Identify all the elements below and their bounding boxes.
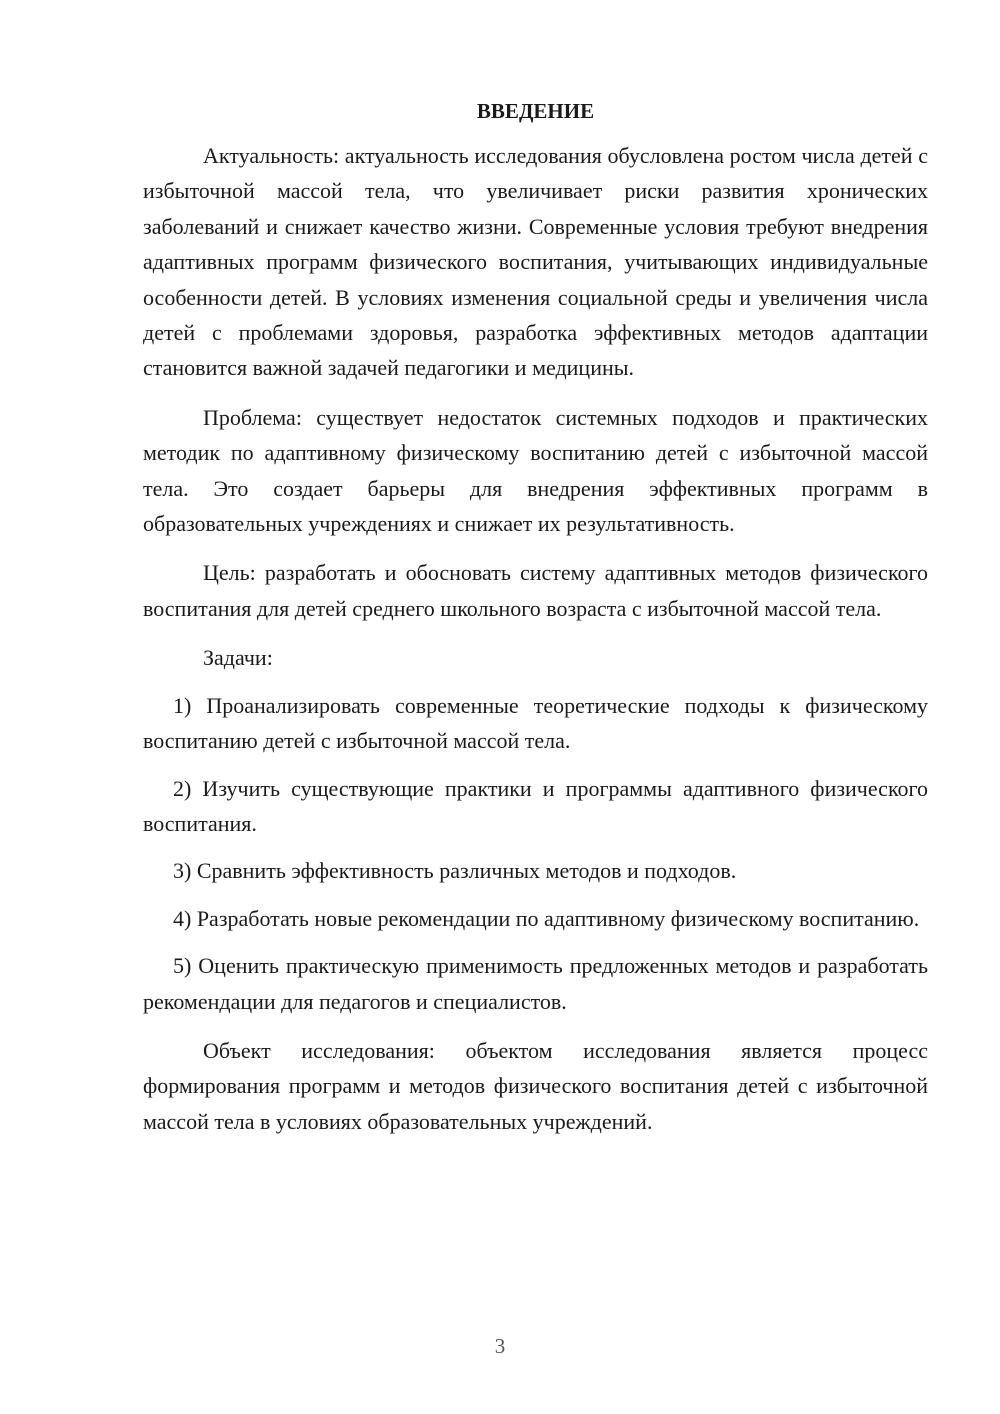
goal-paragraph: Цель: разработать и обосновать систему адаптивных методов физического воспитания для детей среднего школьного возраста с избыточной массой тела. bbox=[143, 560, 928, 621]
page-number: 3 bbox=[494, 1334, 506, 1358]
task-item: 3) Сравнить эффективность различных методов и подходов. bbox=[173, 858, 737, 884]
page-content bbox=[143, 94, 928, 1139]
section-heading: ВВЕДЕНИЕ bbox=[476, 99, 595, 123]
task-item: 2) Изучить существующие практики и программы адаптивного физического воспитания. bbox=[143, 775, 928, 836]
task-item: 1) Проанализировать современные теоретические подходы к физическому воспитанию детей с избыточной массой тела. bbox=[143, 692, 928, 754]
object-paragraph: Объект исследования: объектом исследования является процесс формирования программ и методов физического воспитания детей с избыточной массой тела в условиях образовательных учреждений. bbox=[143, 1037, 928, 1134]
tasks-label: Задачи: bbox=[203, 645, 273, 671]
task-item: 5) Оценить практическую применимость предложенных методов и разработать рекомендации для педагогов и специалистов. bbox=[143, 953, 928, 1014]
relevance-paragraph: Актуальность: актуальность исследования обусловлена ростом числа детей с избыточной массой тела, что увеличивает риски развития хронических заболеваний и снижает качество жизни. Современные условия требуют внедрения адаптивных программ физического воспитания, учитывающих индивидуальные особенности детей. В условиях изменения социальной среды и увеличения числа детей с проблемами здоровья, разработка эффективных методов адаптации становится важной задачей педагогики и медицины. bbox=[143, 143, 928, 381]
task-item: 4) Разработать новые рекомендации по адаптивному физическому воспитанию. bbox=[173, 905, 920, 931]
problem-paragraph: Проблема: существует недостаток системных подходов и практических методик по адаптивному физическому воспитанию детей с избыточной массой тела. Это создает барьеры для внедрения эффективных программ в образовательных учреждениях и снижает их результативность. bbox=[143, 404, 928, 537]
